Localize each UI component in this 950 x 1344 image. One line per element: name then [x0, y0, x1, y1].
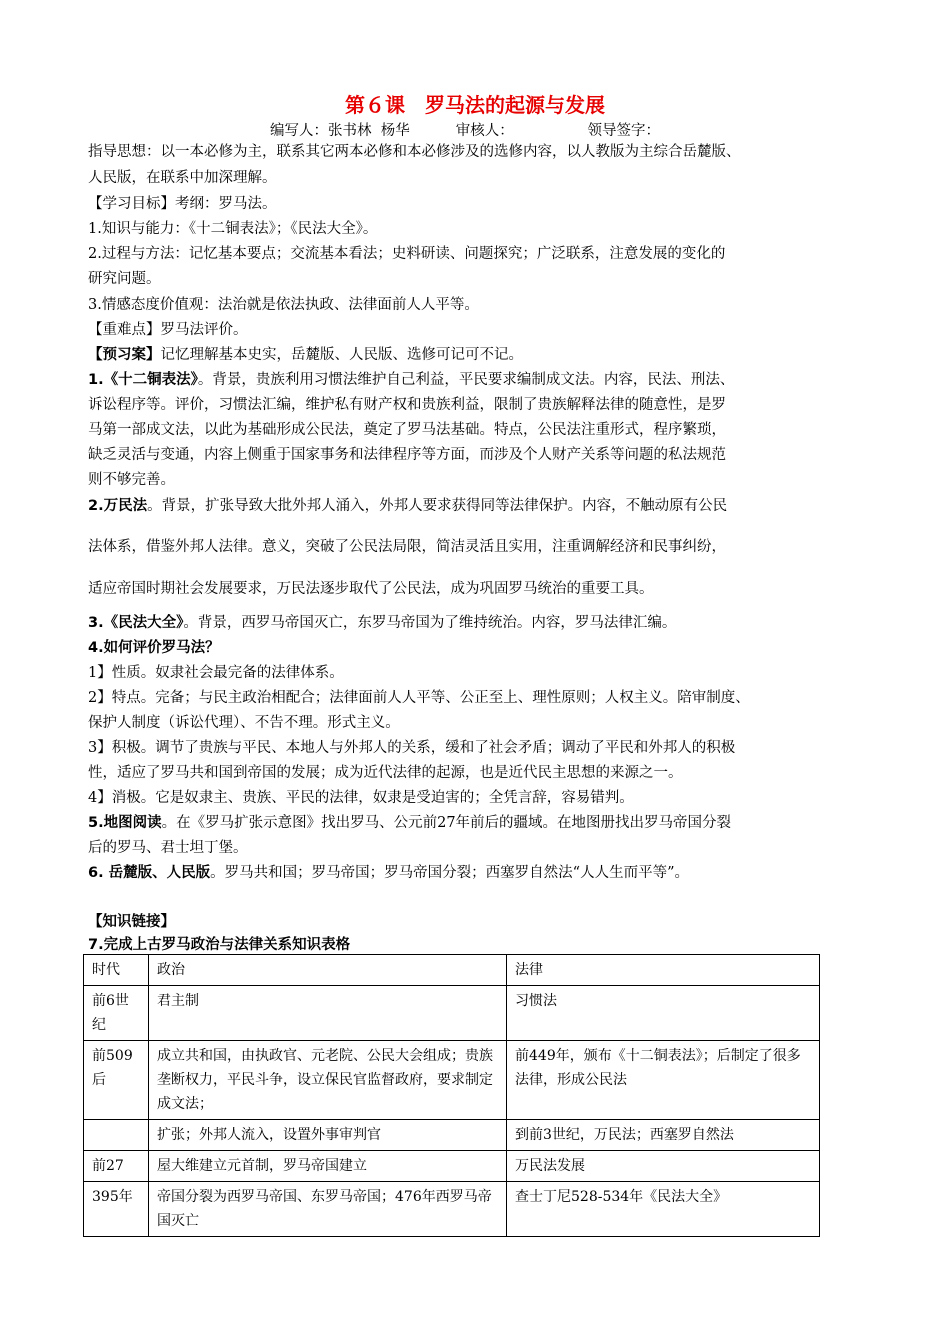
table-cell: 帝国分裂为西罗马帝国、东罗马帝国；476年西罗马帝国灭亡 — [149, 1182, 507, 1237]
guide-line-1: 指导思想：以一本必修为主，联系其它两本必修和本必修涉及的选修内容，以人教版为主综合岳麓版、 — [88, 144, 741, 160]
s2-line-1 — [88, 494, 727, 515]
s1-line-5: 则不够完善。 — [88, 472, 175, 488]
goals-line-3: 2.过程与方法：记忆基本要点；交流基本看法；史料研读、问题探究；广泛联系，注意发展的变化的 — [88, 246, 726, 262]
s5-heading: 5.地图阅读 — [88, 815, 162, 831]
table-row — [84, 1182, 820, 1237]
table-cell: 前449年，颁布《十二铜表法》；后制定了很多法律，形成公民法 — [507, 1041, 820, 1120]
s4-heading — [88, 636, 220, 657]
s6-line — [88, 861, 689, 882]
table-cell: 前6世纪 — [84, 986, 149, 1041]
table-cell: 习惯法 — [507, 986, 820, 1041]
s5-line-1 — [88, 811, 731, 832]
s2-line-2: 法体系，借鉴外邦人法律。意义，突破了公民法局限，简洁灵活且实用，注重调解经济和民事纠纷， — [88, 539, 726, 555]
table-header-row — [84, 955, 820, 986]
s4-line-5: 性，适应了罗马共和国到帝国的发展；成为近代法律的起源，也是近代民主思想的来源之一。 — [88, 765, 683, 781]
table-cell: 屋大维建立元首制，罗马帝国建立 — [149, 1151, 507, 1182]
goals-line-6: 【重难点】罗马法评价。 — [88, 322, 248, 338]
s5-text-1: 。在《罗马扩张示意图》找出罗马、公元前27年前后的疆域。在地图册找出罗马帝国分裂 — [161, 815, 732, 831]
s2-heading: 2.万民法 — [88, 498, 148, 514]
s1-text-1: 。背景，贵族利用习惯法维护自己利益，平民要求编制成文法。内容，民法、刑法、 — [197, 372, 735, 388]
table-cell: 扩张；外邦人流入，设置外事审判官 — [149, 1120, 507, 1151]
preview-heading: 【预习案】 — [88, 347, 161, 363]
table-cell — [84, 1120, 149, 1151]
s1-line-2: 诉讼程序等。评价，习惯法汇编，维护私有财产权和贵族利益，限制了贵族解释法律的随意性，是罗 — [88, 397, 726, 413]
table-cell: 君主制 — [149, 986, 507, 1041]
goals-line-2: 1.知识与能力：《十二铜表法》；《民法大全》。 — [88, 221, 378, 237]
s4-heading-text: 4.如何评价罗马法？ — [88, 640, 220, 656]
s4-line-6: 4】消极。它是奴隶主、贵族、平民的法律，奴隶是受迫害的；全凭言辞，容易错判。 — [88, 790, 634, 806]
goals-line-1: 【学习目标】考纲：罗马法。 — [88, 196, 277, 212]
table-row — [84, 1041, 820, 1120]
s2-text-1: 。背景，扩张导致大批外邦人涌入，外邦人要求获得同等法律保护。内容，不触动原有公民 — [147, 498, 728, 514]
table-cell: 查士丁尼528-534年《民法大全》 — [507, 1182, 820, 1237]
byline: 编写人：张书林 杨华 审核人： 领导签字： — [270, 123, 661, 139]
s2-line-3: 适应帝国时期社会发展要求，万民法逐步取代了公民法，成为巩固罗马统治的重要工具。 — [88, 581, 654, 597]
page-title: 第６课 罗马法的起源与发展 — [345, 93, 605, 117]
rome-politics-law-table — [83, 954, 820, 1237]
table-cell: 前27 — [84, 1151, 149, 1182]
s4-line-4: 3】积极。调节了贵族与平民、本地人与外邦人的关系，缓和了社会矛盾；调动了平民和外邦人的积极 — [88, 740, 736, 756]
s1-line-3: 马第一部成文法，以此为基础形成公民法，奠定了罗马法基础。特点，公民法注重形式，程序繁琐， — [88, 422, 726, 438]
goals-line-5: 3.情感态度价值观：法治就是依法执政、法律面前人人平等。 — [88, 297, 479, 313]
s3-line — [88, 611, 676, 632]
s6-text: 。罗马共和国；罗马帝国；罗马帝国分裂；西塞罗自然法“人人生而平等”。 — [210, 865, 689, 881]
s6-heading: 6. 岳麓版、人民版 — [88, 865, 211, 881]
s4-line-3: 保护人制度（诉讼代理）、不告不理。形式主义。 — [88, 715, 400, 731]
preview-line — [88, 343, 523, 364]
table-cell: 395年 — [84, 1182, 149, 1237]
table-row — [84, 1151, 820, 1182]
header-politics: 政治 — [149, 955, 507, 986]
table-row — [84, 986, 820, 1041]
header-era: 时代 — [84, 955, 149, 986]
s1-heading: 1.《十二铜表法》 — [88, 372, 198, 388]
knowledge-link-text: 【知识链接】 — [88, 914, 175, 930]
s3-text: 。背景，西罗马帝国灭亡，东罗马帝国为了维持统治。内容，罗马法律汇编。 — [183, 615, 677, 631]
table-cell: 万民法发展 — [507, 1151, 820, 1182]
preview-text: 记忆理解基本史实，岳麓版、人民版、选修可记可不记。 — [160, 347, 523, 363]
goals-line-4: 研究问题。 — [88, 271, 161, 287]
s4-line-1: 1】性质。奴隶社会最完备的法律体系。 — [88, 665, 344, 681]
s5-line-2: 后的罗马、君士坦丁堡。 — [88, 840, 248, 856]
s7-heading-text: 7.完成上古罗马政治与法律关系知识表格 — [88, 937, 351, 953]
table-cell: 到前3世纪，万民法；西塞罗自然法 — [507, 1120, 820, 1151]
s3-heading: 3.《民法大全》 — [88, 615, 184, 631]
s1-line-1 — [88, 368, 734, 389]
table-row — [84, 1120, 820, 1151]
table-cell: 成立共和国，由执政官、元老院、公民大会组成；贵族垄断权力，平民斗争，设立保民官监督政府，要求制定成文法； — [149, 1041, 507, 1120]
header-law: 法律 — [507, 955, 820, 986]
s4-line-2: 2】特点。完备；与民主政治相配合；法律面前人人平等、公正至上、理性原则；人权主义。陪审制度、 — [88, 690, 750, 706]
s1-line-4: 缺乏灵活与变通，内容上侧重于国家事务和法律程序等方面，而涉及个人财产关系等问题的私法规范 — [88, 447, 726, 463]
knowledge-link-heading — [88, 910, 175, 931]
table-cell: 前509后 — [84, 1041, 149, 1120]
s7-heading — [88, 933, 350, 954]
guide-line-2: 人民版，在联系中加深理解。 — [88, 170, 277, 186]
